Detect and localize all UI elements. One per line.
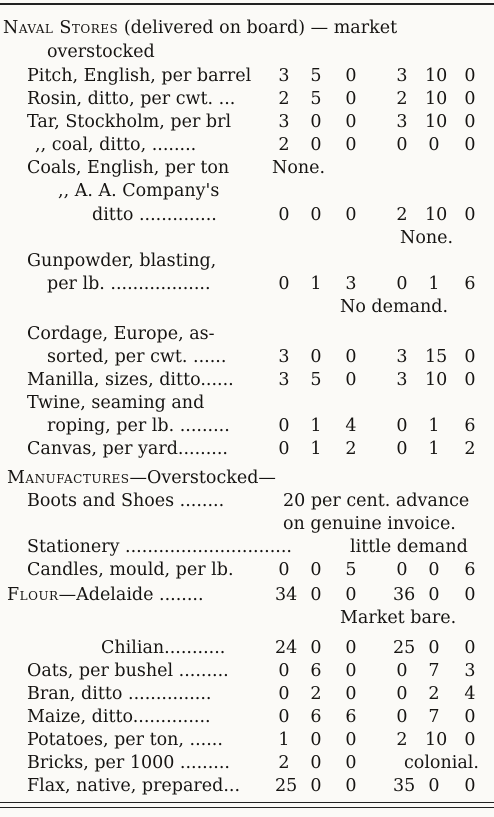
price-to-pence: 0: [464, 347, 476, 367]
price-to-shillings: 10: [425, 89, 448, 109]
price-to-pence: 0: [464, 585, 476, 605]
price-from-pounds: 1: [278, 730, 290, 750]
market-note: No demand.: [340, 297, 449, 317]
price-from-pounds: 0: [278, 274, 290, 294]
price-from-pence: 0: [345, 661, 357, 681]
item-label: Potatoes, per ton, ......: [27, 730, 223, 750]
bottom-rule: [0, 802, 494, 803]
price-to-shillings: 7: [428, 707, 440, 727]
price-from-pence: 0: [345, 585, 357, 605]
price-row: [0, 636, 494, 660]
price-row: [0, 414, 494, 438]
item-label: Cordage, Europe, as-: [27, 324, 215, 344]
price-from-pounds: 0: [278, 205, 290, 225]
price-to-pence: 4: [464, 684, 476, 704]
price-to-pence: 6: [464, 274, 476, 294]
price-note: [0, 295, 494, 319]
item-label: Manilla, sizes, ditto......: [27, 370, 234, 390]
price-from-pence: 2: [345, 439, 357, 459]
price-to-shillings: 2: [428, 684, 440, 704]
price-to-pence: 0: [464, 135, 476, 155]
price-to-pence: 0: [464, 776, 476, 796]
item-label: Coals, English, per ton: [27, 158, 230, 178]
price-from-pence: 0: [345, 205, 357, 225]
price-row: [0, 705, 494, 729]
price-to-shillings: 10: [425, 730, 448, 750]
price-to-pounds: 36: [393, 585, 416, 605]
price-to-pounds: 25: [393, 638, 416, 658]
price-from-shillings: 1: [310, 416, 322, 436]
price-row: [0, 179, 494, 203]
price-to-shillings: 10: [425, 66, 448, 86]
price-from-pence: 0: [345, 753, 357, 773]
item-label: ,, coal, ditto, ........: [35, 135, 197, 155]
price-from-shillings: 0: [310, 347, 322, 367]
price-from-shillings: 0: [310, 112, 322, 132]
price-row: [0, 558, 494, 582]
price-from-pounds: 2: [278, 135, 290, 155]
price-to-pence: 0: [464, 112, 476, 132]
price-to-pounds: 2: [396, 730, 408, 750]
price-from-shillings: 0: [310, 560, 322, 580]
price-to-pounds: 0: [396, 274, 408, 294]
item-label: Tar, Stockholm, per brl: [27, 112, 232, 132]
price-row: [0, 437, 494, 461]
price-from-pounds: 0: [278, 661, 290, 681]
price-from-pence: 0: [345, 66, 357, 86]
price-from-shillings: 2: [310, 684, 322, 704]
market-note: Market bare.: [340, 608, 457, 628]
naval-stores-heading-cont: [0, 40, 494, 64]
naval-stores-heading: [0, 16, 494, 40]
price-from-pounds: 24: [275, 638, 298, 658]
price-note: [0, 606, 494, 630]
price-from-pounds: 0: [278, 439, 290, 459]
price-to-pounds: 3: [396, 66, 408, 86]
top-rule: [0, 3, 494, 5]
price-from-pounds: 34: [275, 585, 298, 605]
price-row: [0, 110, 494, 134]
price-from-pounds: 3: [278, 66, 290, 86]
price-to-pounds: 0: [396, 439, 408, 459]
price-from-pence: 0: [345, 347, 357, 367]
price-row: [0, 535, 494, 559]
item-label: Twine, seaming and: [27, 393, 205, 413]
item-label: Boots and Shoes ........: [27, 491, 225, 511]
price-from-shillings: 0: [310, 205, 322, 225]
price-to-pence: 3: [464, 661, 476, 681]
price-from-pence: 0: [345, 730, 357, 750]
item-label: roping, per lb. .........: [47, 416, 230, 436]
price-to-pence: 2: [464, 439, 476, 459]
price-to-shillings: 15: [425, 347, 448, 367]
price-row: [0, 368, 494, 392]
section-title: Manufactures: [7, 468, 130, 488]
price-from-pounds: 0: [278, 560, 290, 580]
price-to-pounds: 0: [396, 684, 408, 704]
price-from-pounds: 3: [278, 370, 290, 390]
price-to-shillings: 0: [428, 638, 440, 658]
price-row: [0, 249, 494, 273]
price-to-pence: 0: [464, 205, 476, 225]
manufactures-heading: [0, 466, 494, 490]
price-from-pence: 4: [345, 416, 357, 436]
price-from-pounds: 0: [278, 707, 290, 727]
item-label: ditto ..............: [92, 205, 217, 225]
price-to-pence: 0: [464, 89, 476, 109]
price-to-pounds: 2: [396, 89, 408, 109]
price-row: [0, 345, 494, 369]
price-to-shillings: 10: [425, 205, 448, 225]
price-row: [0, 87, 494, 111]
price-from-pounds: 3: [278, 112, 290, 132]
price-to-pounds: 0: [396, 560, 408, 580]
item-label: per lb. ..................: [47, 274, 211, 294]
item-label: sorted, per cwt. ......: [47, 347, 227, 367]
price-to-shillings: 7: [428, 661, 440, 681]
price-row: [0, 659, 494, 683]
item-label: Bran, ditto ...............: [27, 684, 212, 704]
price-from-pounds: 25: [275, 776, 298, 796]
market-note: None.: [400, 228, 454, 248]
price-row: [0, 64, 494, 88]
price-to-pounds: 35: [393, 776, 416, 796]
section-subtitle: —Overstocked—: [129, 468, 276, 488]
price-to-shillings: 1: [428, 274, 440, 294]
price-row: [0, 489, 494, 513]
price-to-pence: 6: [464, 560, 476, 580]
market-note: little demand: [350, 537, 468, 557]
item-label: Flax, native, prepared...: [27, 776, 241, 796]
item-label: Stationery ..............................: [27, 537, 292, 557]
price-from-shillings: 6: [310, 707, 322, 727]
price-row: [0, 682, 494, 706]
price-to-shillings: 1: [428, 416, 440, 436]
market-note: None.: [272, 158, 326, 178]
price-to-shillings: 10: [425, 112, 448, 132]
price-from-shillings: 1: [310, 274, 322, 294]
price-to-pence: 0: [464, 66, 476, 86]
item-label: Canvas, per yard.........: [27, 439, 228, 459]
price-to-pounds: 0: [396, 661, 408, 681]
price-to-pounds: 2: [396, 205, 408, 225]
price-to-pounds: 0: [396, 416, 408, 436]
price-from-pence: 0: [345, 112, 357, 132]
section-title: Flour: [7, 585, 59, 605]
price-from-shillings: 1: [310, 439, 322, 459]
section-title: Naval Stores: [3, 18, 119, 38]
price-from-shillings: 5: [310, 66, 322, 86]
market-note: colonial.: [404, 753, 479, 773]
price-from-shillings: 0: [310, 135, 322, 155]
price-to-shillings: 0: [428, 135, 440, 155]
price-from-shillings: 0: [310, 776, 322, 796]
price-note: [0, 512, 494, 536]
price-row: [0, 774, 494, 798]
price-to-pence: 6: [464, 416, 476, 436]
price-from-pence: 5: [345, 560, 357, 580]
price-from-pounds: 2: [278, 753, 290, 773]
item-label: ,, A. A. Company's: [58, 181, 220, 201]
section-subtitle: (delivered on board) — market: [118, 18, 398, 38]
bottom-rule-2: [0, 807, 494, 808]
price-to-pence: 0: [464, 730, 476, 750]
price-to-pounds: 3: [396, 347, 408, 367]
price-row: [0, 322, 494, 346]
price-to-pounds: 0: [396, 135, 408, 155]
price-row: [0, 272, 494, 296]
item-label: Maize, ditto..............: [27, 707, 211, 727]
item-label: Rosin, ditto, per cwt. ...: [27, 89, 236, 109]
price-from-shillings: 6: [310, 661, 322, 681]
price-to-pence: 0: [464, 707, 476, 727]
price-from-pence: 0: [345, 135, 357, 155]
price-to-pounds: 3: [396, 112, 408, 132]
item-label: Bricks, per 1000 .........: [27, 753, 230, 773]
price-from-shillings: 0: [310, 730, 322, 750]
price-from-pence: 0: [345, 776, 357, 796]
price-from-pounds: 3: [278, 347, 290, 367]
price-from-pence: 0: [345, 638, 357, 658]
price-row: [0, 391, 494, 415]
price-to-shillings: 1: [428, 439, 440, 459]
price-from-shillings: 0: [310, 753, 322, 773]
price-to-shillings: 0: [428, 560, 440, 580]
price-from-shillings: 5: [310, 370, 322, 390]
price-from-pounds: 0: [278, 684, 290, 704]
price-row: [0, 728, 494, 752]
price-from-pounds: 0: [278, 416, 290, 436]
item-label: Pitch, English, per barrel: [27, 66, 252, 86]
price-from-shillings: 0: [310, 638, 322, 658]
item-label: Gunpowder, blasting,: [27, 251, 217, 271]
section-subtitle: —Adelaide ........: [58, 585, 204, 605]
price-row: [0, 133, 494, 157]
price-from-pence: 6: [345, 707, 357, 727]
price-to-shillings: 10: [425, 370, 448, 390]
price-to-pounds: 3: [396, 370, 408, 390]
price-from-shillings: 0: [310, 585, 322, 605]
market-note: 20 per cent. advance: [283, 491, 470, 511]
price-to-pence: 0: [464, 370, 476, 390]
price-note: [0, 226, 494, 250]
price-from-shillings: 5: [310, 89, 322, 109]
price-to-shillings: 0: [428, 776, 440, 796]
item-label: Candles, mould, per lb.: [27, 560, 234, 580]
price-from-pence: 0: [345, 370, 357, 390]
price-from-pounds: 2: [278, 89, 290, 109]
price-row: [0, 203, 494, 227]
price-row: [0, 751, 494, 775]
item-label: Oats, per bushel .........: [27, 661, 229, 681]
market-note: on genuine invoice.: [283, 514, 456, 534]
price-from-pence: 3: [345, 274, 357, 294]
price-row: [0, 583, 494, 607]
price-to-shillings: 0: [428, 585, 440, 605]
item-label: Chilian...........: [101, 638, 226, 658]
section-subtitle-cont: overstocked: [47, 42, 155, 62]
price-from-pence: 0: [345, 89, 357, 109]
price-from-pence: 0: [345, 684, 357, 704]
price-to-pounds: 0: [396, 707, 408, 727]
price-to-pence: 0: [464, 638, 476, 658]
price-row: [0, 156, 494, 180]
